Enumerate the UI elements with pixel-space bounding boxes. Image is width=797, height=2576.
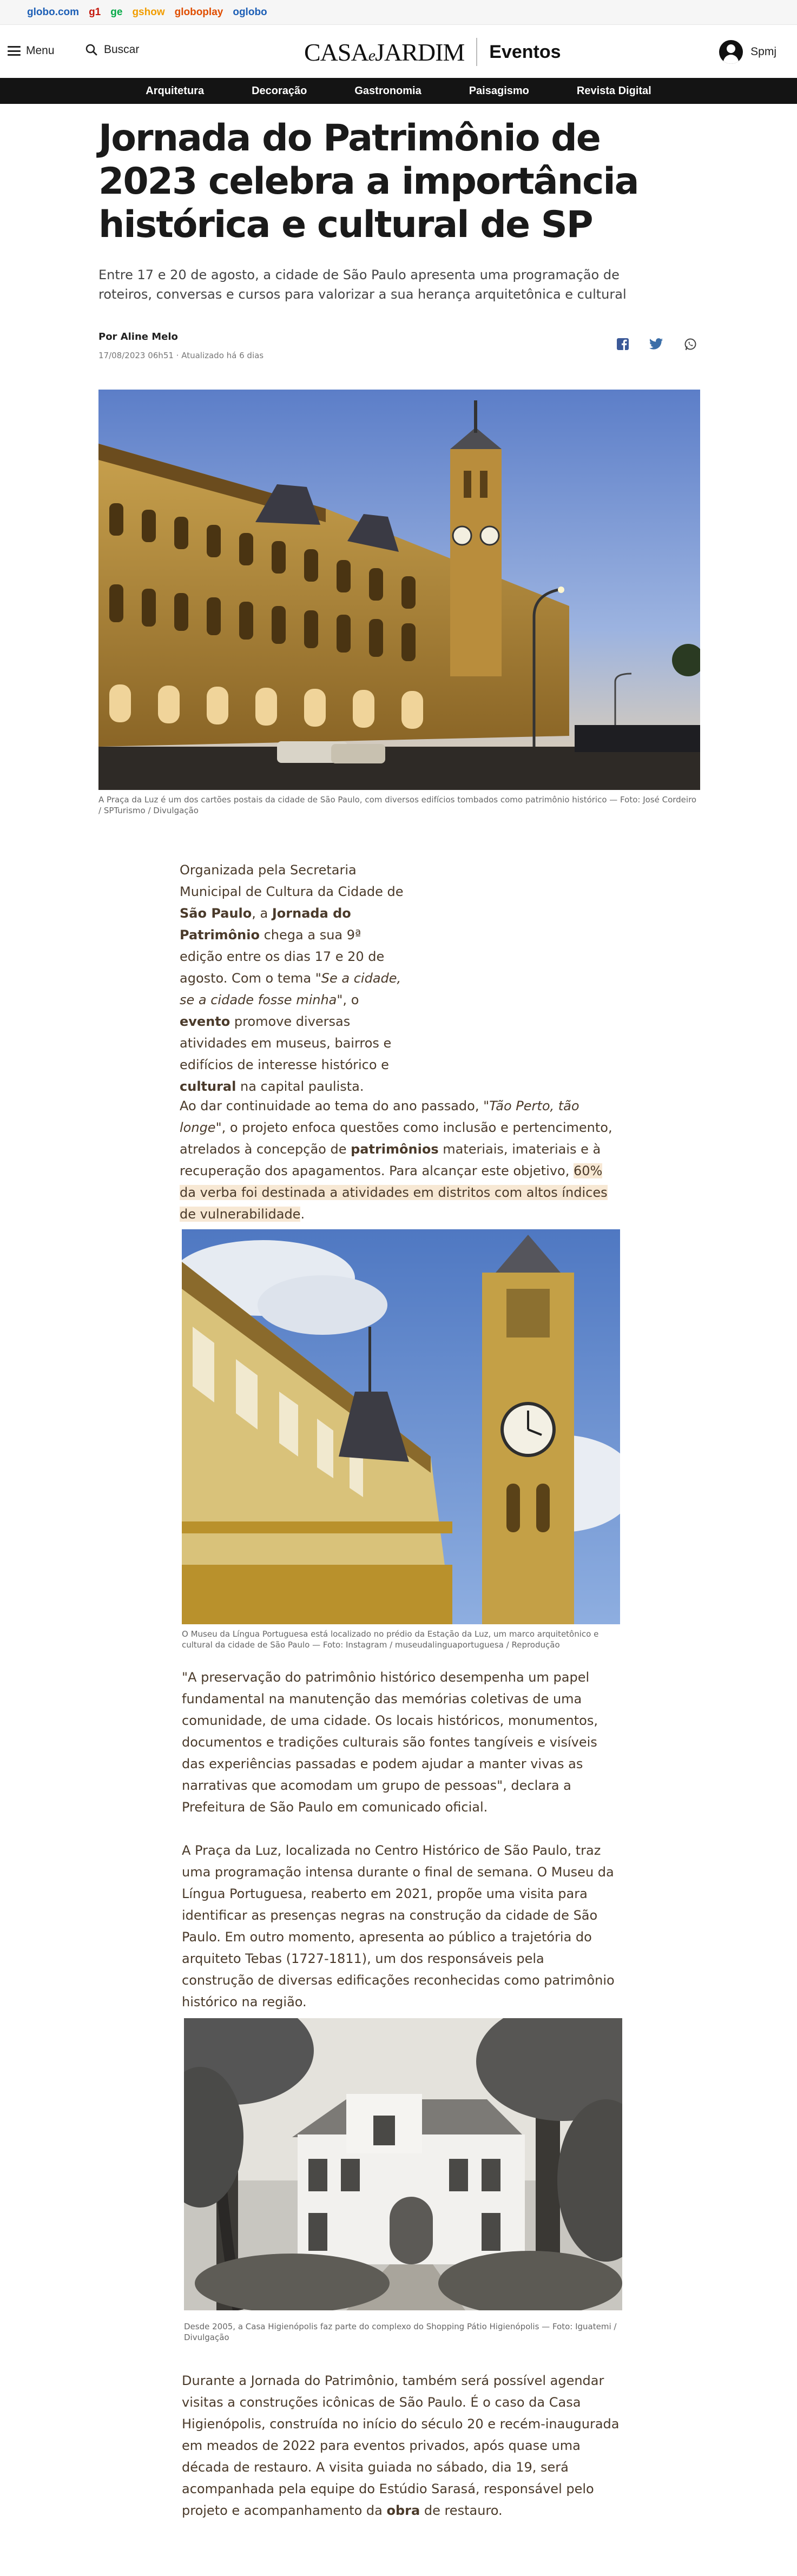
highlighted-text: 60% da verba foi destinada a atividades em distritos com altos índices de vulnerabilidade <box>180 1163 608 1222</box>
site-logo[interactable] <box>304 37 561 67</box>
body-paragraph-1: Organizada pela Secretaria Municipal de Cultura da Cidade de São Paulo, a Jornada do Patrimônio chega a sua 9ª edição entre os dias 17 e 20 de agosto. Com o tema "Se a cidade, se a cidade fosse minha", o evento promove diversas atividades em museus, bairros e edifícios de interesse histórico e cultural na capital paulista. <box>180 862 404 1094</box>
globo-network-bar <box>0 0 797 25</box>
section-name[interactable]: Eventos <box>489 41 561 62</box>
body-paragraph-2: Ao dar continuidade ao tema do ano passado, "Tão Perto, tão longe", o projeto enfoca questões como inclusão e pertencimento, atrelados à concepção de patrimônios materiais, imateriais e à recuperação dos apagamentos. Para alcançar este objetivo, 60% da verba foi destinada a atividades em distritos com altos índices de vulnerabilidade. <box>180 1098 612 1222</box>
article-dateline: 17/08/2023 06h51 · Atualizado há 6 dias <box>98 351 264 360</box>
search-label: Buscar <box>104 43 140 56</box>
oglobo-link[interactable]: oglobo <box>233 6 267 18</box>
logo-divider <box>476 38 477 66</box>
body-paragraph-3: "A preservação do patrimônio histórico desempenha um papel fundamental na manutenção das memórias coletivas de uma comunidade, de uma cidade. Os locais históricos, monumentos, documentos e tradições culturais são fontes tangíveis e visíveis das experiências passadas e podem ajudar a manter vivas as narrativas que acomodam um grupo de pessoas", declara a Prefeitura de São Paulo em comunicado oficial. <box>182 1670 598 1815</box>
museum-image <box>182 1229 620 1624</box>
search-icon <box>85 44 97 56</box>
menu-label: Menu <box>26 44 55 57</box>
nav-item-paisagismo[interactable]: Paisagismo <box>469 84 529 97</box>
user-account[interactable] <box>719 40 776 64</box>
nav-item-gastronomia[interactable]: Gastronomia <box>354 84 421 97</box>
museum-caption: O Museu da Língua Portuguesa está localizado no prédio da Estação da Luz, um marco arquitetônico e cultural da cidade de São Paulo — Foto: Instagram / museudalinguaportuguesa / Reprodução <box>182 1629 599 1650</box>
share-bar <box>617 338 697 351</box>
nav-item-decoracao[interactable]: Decoração <box>252 84 307 97</box>
user-name: Spmj <box>750 45 776 58</box>
keyword-link[interactable]: cultural <box>180 1079 236 1094</box>
site-header <box>0 25 797 78</box>
globo-link[interactable]: globo.com <box>27 6 80 18</box>
keyword-link[interactable]: obra <box>386 2503 420 2518</box>
nav-item-arquitetura[interactable]: Arquitetura <box>146 84 205 97</box>
keyword-link[interactable]: patrimônios <box>351 1142 439 1157</box>
casa-caption: Desde 2005, a Casa Higienópolis faz parte do complexo do Shopping Pátio Higienópolis — Foto: Iguatemi / Divulgação <box>184 2322 617 2342</box>
whatsapp-icon[interactable] <box>684 338 697 351</box>
article-author[interactable]: Por Aline Melo <box>98 331 178 342</box>
user-avatar-icon <box>719 40 743 64</box>
ge-link[interactable]: ge <box>110 6 123 18</box>
nav-item-revista-digital[interactable]: Revista Digital <box>576 84 651 97</box>
search-button[interactable] <box>85 43 139 56</box>
twitter-icon[interactable] <box>649 338 663 350</box>
body-paragraph-4: A Praça da Luz, localizada no Centro Histórico de São Paulo, traz uma programação intensa durante o final de semana. O Museu da Língua Portuguesa, reaberto em 2021, propõe uma visita para identificar as presenças negras na construção da cidade de São Paulo. Em outro momento, apresenta ao público a trajetória do arquiteto Tebas (1727-1811), um dos responsáveis pela construção de diversas edificações reconhecidas como patrimônio histórico na região. <box>182 1843 615 2010</box>
keyword-link[interactable]: São Paulo <box>180 906 252 921</box>
article-headline: Jornada do Patrimônio de 2023 celebra a importância histórica e cultural de SP <box>98 117 638 246</box>
body-paragraph-5: Durante a Jornada do Patrimônio, também será possível agendar visitas a construções icônicas de São Paulo. É o caso da Casa Higienópolis, construída no início do século 20 e recém-inaugurada em meados de 2022 para eventos privados, após quase uma década de restauro. A visita guiada no sábado, dia 19, será acompanhada pela equipe do Estúdio Sarasá, responsável pelo projeto e acompanhamento da obra de restauro. <box>182 2373 620 2518</box>
gshow-link[interactable]: gshow <box>132 6 165 18</box>
hamburger-icon <box>8 46 21 56</box>
logo-text: CASAeJARDIM <box>304 38 465 66</box>
article-subtitle: Entre 17 e 20 de agosto, a cidade de São Paulo apresenta uma programação de roteiros, conversas e cursos para valorizar a sua herança arquitetônica e cultural <box>98 267 627 302</box>
facebook-icon[interactable] <box>617 338 629 351</box>
menu-button[interactable] <box>8 44 55 57</box>
category-nav <box>0 78 797 104</box>
g1-link[interactable]: g1 <box>89 6 101 18</box>
casa-higienopolis-image <box>184 2018 622 2310</box>
museu-lingua-portuguesa-photo <box>182 1229 620 1624</box>
hero-image <box>98 390 700 790</box>
casa-higienopolis-photo <box>184 2018 622 2310</box>
globoplay-link[interactable]: globoplay <box>174 6 223 18</box>
keyword-link[interactable]: evento <box>180 1014 230 1029</box>
hero-caption: A Praça da Luz é um dos cartões postais da cidade de São Paulo, com diversos edifícios tombados como patrimônio histórico — Foto: José Cordeiro / SPTurismo / Divulgação <box>98 795 697 815</box>
keyword-link[interactable]: Jornada do Patrimônio <box>180 906 351 943</box>
estacao-da-luz-photo <box>98 390 700 790</box>
